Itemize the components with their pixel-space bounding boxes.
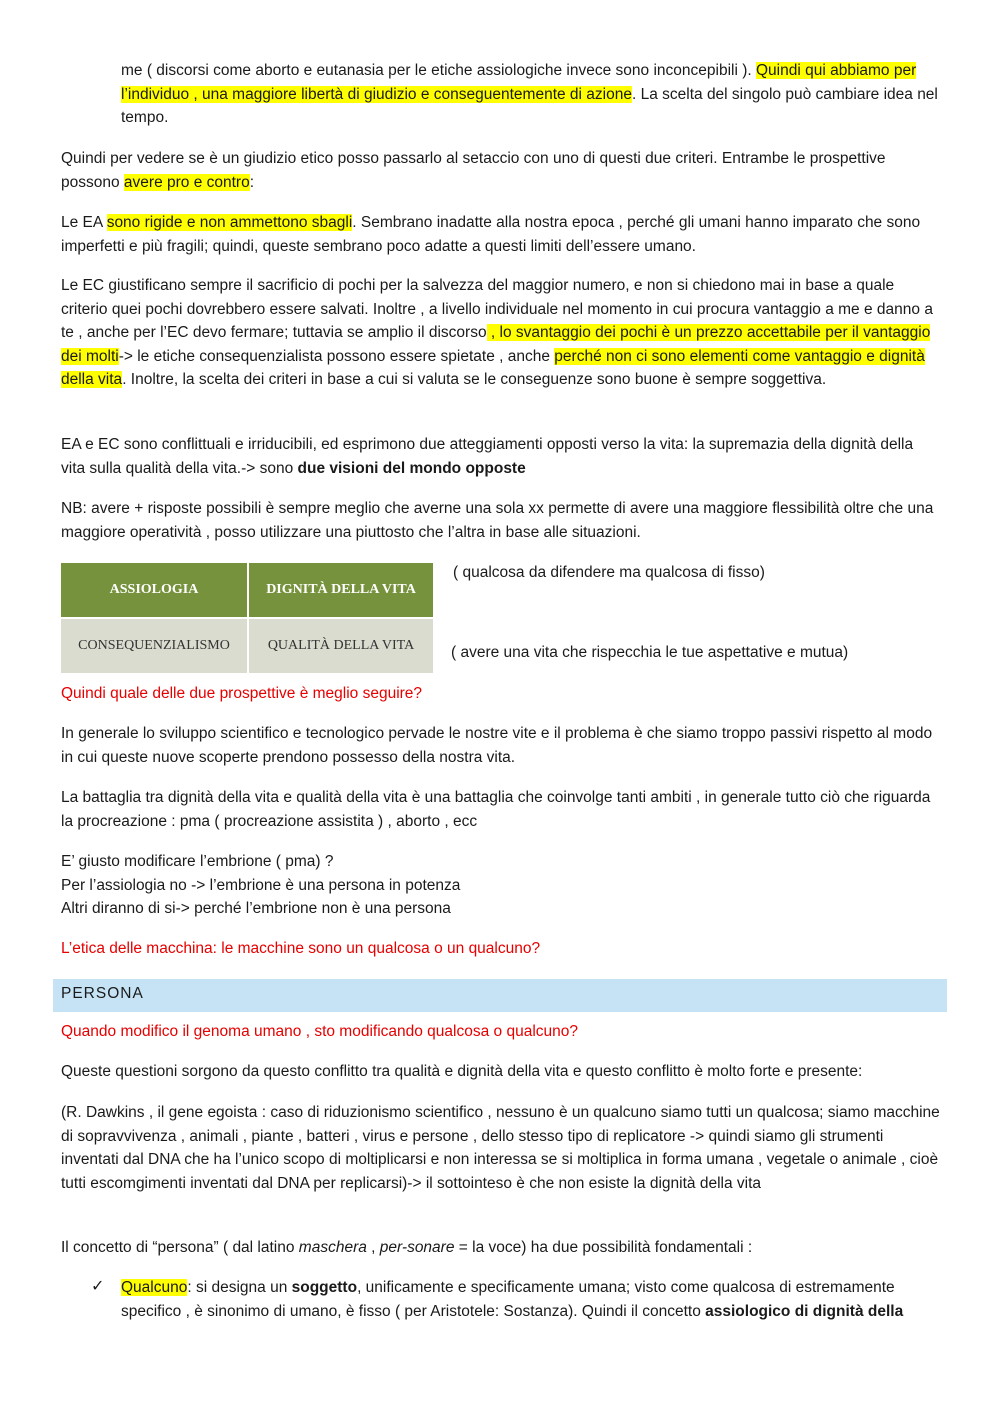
text: . Sembrano inadatte alla nostra epoca , perché gli umani hanno imparato che sono imperfetti e più fragili; quindi, queste sembrano poco adatte a questi limiti dell’essere umano. (61, 214, 921, 255)
table-cell: CONSEQUENZIALISMO (61, 617, 247, 673)
text: , unificamente e specificamente umana; visto come qualcosa di estremamente specifico , è sinonimo di umano, è fisso ( per Aristotele: Sostanza). Quindi il concetto (121, 1279, 895, 1320)
bold-text: assiologico di dignità della (705, 1302, 904, 1320)
table-header-cell: ASSIOLOGIA (61, 563, 247, 617)
question-heading: Quindi quale delle due prospettive è meglio seguire? (61, 685, 423, 702)
table-header-cell: DIGNITÀ DELLA VITA (247, 563, 433, 617)
paragraph-nb: NB: avere + risposte possibili è sempre meglio che averne una sola xx permette di avere una maggiore flessibilità oltre che una maggiore operatività , posso utilizzare una piuttosto che l’altra in base alle situazioni. (61, 500, 934, 541)
text: Le EA (61, 214, 107, 231)
checkmark-icon: ✓ (91, 1278, 105, 1295)
table-cell: QUALITÀ DELLA VITA (247, 617, 433, 673)
paragraph (61, 147, 941, 194)
text: Le EC giustificano sempre il sacrificio di pochi per la salvezza del maggior numero, e non si chiedono mai in base a quale criterio quei pochi dovrebbero essere salvati. Inoltre , a livello individuale nel momento in cui procura vantaggio a me e danno a te , anche per l’EC devo fermare; tuttavia se amplio il discorso (61, 277, 933, 341)
highlighted-text: , lo svantaggio dei pochi è un prezzo accettabile per il vantaggio dei molti (61, 324, 931, 365)
text: . La scelta del singolo può cambiare idea nel tempo. (121, 85, 938, 126)
highlighted-text: avere pro e contro (123, 173, 250, 191)
question-heading: L’etica delle macchina: le macchine sono un qualcosa o un qualcuno? (61, 940, 541, 957)
bold-text: soggetto (291, 1279, 358, 1296)
paragraph: In generale lo sviluppo scientifico e tecnologico pervade le nostre vite e il problema è che siamo troppo passivi rispetto al modo in cui queste nuove scoperte prendono possesso della nostra vita. (61, 725, 933, 766)
table-note: ( avere una vita che rispecchia le tue aspettative e mutua) (451, 644, 849, 661)
paragraph (61, 1236, 941, 1260)
highlighted-text: Qualcuno (121, 1279, 188, 1296)
paragraph: (R. Dawkins , il gene egoista : caso di riduzionismo scientifico , nessuno è un qualcuno siamo tutti un qualcosa; siamo macchine di sopravvivenza , animali , piante , batteri , virus e persone , dello stesso tipo di replicatore -> quindi siamo gli strumenti inventati dal DNA che ha l’unico scopo di moltiplicarsi e non interessa se si moltiplica in forma umana , vegetale o animale , cioè tutti escomgimenti inventati dal DNA per replicarsi)-> il sottointeso è che non esiste la dignità della vita (61, 1104, 940, 1192)
paragraph-continuation (121, 59, 941, 130)
comparison-table (61, 563, 433, 673)
section-heading-bar (53, 979, 947, 1012)
paragraph: La battaglia tra dignità della vita e qualità della vita è una battaglia che coinvolge tanti ambiti , in generale tutto ciò che riguarda la procreazione : pma ( procreazione assistita ) , aborto , ecc (61, 789, 931, 830)
highlighted-text: Quindi qui abbiamo per l’individuo , una maggiore libertà di giudizio e conseguentemente di azione (121, 62, 917, 103)
text-line: Per l’assiologia no -> l’embrione è una persona in potenza (61, 876, 461, 894)
italic-text: maschera (298, 1239, 367, 1256)
paragraph (61, 211, 941, 258)
highlighted-text: perché non ci sono elementi come vantaggio e dignità della vita (61, 347, 925, 388)
text: -> le etiche consequenzialista possono essere spietate , anche (118, 347, 555, 365)
section-heading: PERSONA (61, 985, 144, 1002)
text: = la voce) ha due possibilità fondamentali : (454, 1239, 753, 1256)
text: . Inoltre, la scelta dei criteri in base a cui si valuta se le conseguenze sono buone è sempre soggettiva. (122, 371, 827, 388)
text: : si designa un (187, 1279, 292, 1296)
text: : (249, 173, 255, 191)
highlighted-text: sono rigide e non ammettono sbagli (106, 214, 353, 231)
italic-text: per-sonare (379, 1239, 455, 1256)
text: Quindi per vedere se è un giudizio etico posso passarlo al setaccio con uno di questi due criteri. Entrambe le prospettive possono (61, 150, 886, 191)
table-note: ( qualcosa da difendere ma qualcosa di fisso) (453, 564, 765, 581)
paragraph (61, 433, 941, 480)
text: , (366, 1239, 380, 1256)
text: EA e EC sono conflittuali e irriducibili, ed esprimono due atteggiamenti opposti verso la vita: la supremazia della dignità della vita sulla qualità della vita.-> sono (61, 436, 914, 477)
paragraph-lines (61, 850, 941, 921)
text: me ( discorsi come aborto e eutanasia per le etiche assiologiche invece sono inconcepibili ). (121, 62, 756, 79)
question-heading: Quando modifico il genoma umano , sto modificando qualcosa o qualcuno? (61, 1023, 578, 1040)
text: Il concetto di “persona” ( dal latino (61, 1239, 299, 1256)
text-line: E’ giusto modificare l’embrione ( pma) ? (61, 853, 334, 870)
paragraph (61, 274, 941, 392)
bold-text: due visioni del mondo opposte (297, 459, 526, 477)
bullet-item (121, 1276, 941, 1323)
paragraph: Queste questioni sorgono da questo conflitto tra qualità e dignità della vita e questo conflitto è molto forte e presente: (61, 1063, 863, 1080)
text-line: Altri diranno di si-> perché l’embrione non è una persona (61, 900, 451, 917)
